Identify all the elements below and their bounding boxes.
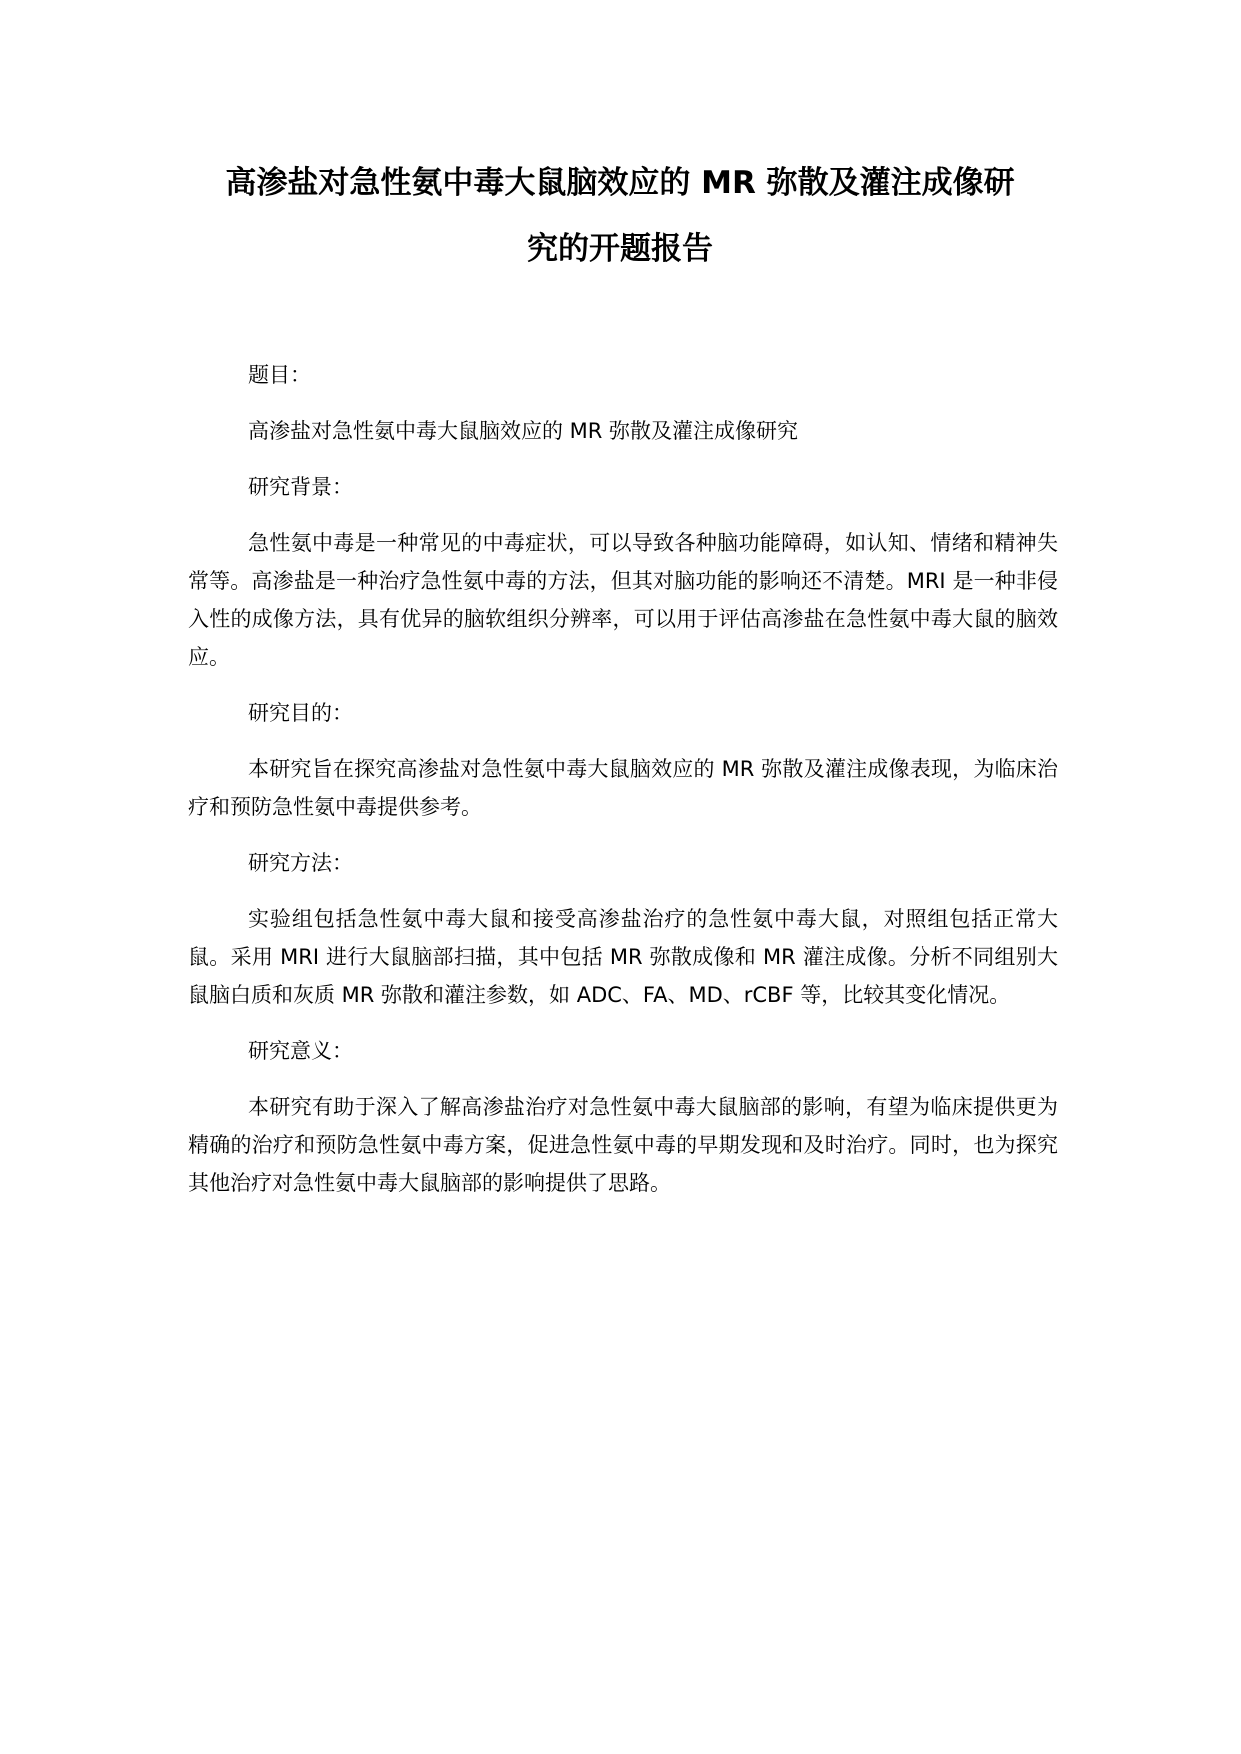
- document-title-line-2: 究的开题报告: [527, 231, 713, 267]
- document-title-line-1: 高渗盐对急性氨中毒大鼠脑效应的 MR 弥散及灌注成像研: [225, 165, 1015, 201]
- document-body: [188, 356, 1058, 1220]
- section-label-objective: 研究目的：: [248, 701, 353, 725]
- section-label-methods: 研究方法：: [248, 851, 353, 875]
- section-text-topic: 高渗盐对急性氨中毒大鼠脑效应的 MR 弥散及灌注成像研究: [248, 419, 799, 443]
- section-text-methods: 实验组包括急性氨中毒大鼠和接受高渗盐治疗的急性氨中毒大鼠，对照组包括正常大鼠。采用 MRI 进行大鼠脑部扫描，其中包括 MR 弥散成像和 MR 灌注成像。分析不同组别大鼠脑白质和灰质 MR 弥散和灌注参数，如 ADC、FA、MD、rCBF 等，比较其变化情况。: [188, 907, 1058, 1007]
- section-label-significance: 研究意义：: [248, 1039, 353, 1063]
- section-text-significance: 本研究有助于深入了解高渗盐治疗对急性氨中毒大鼠脑部的影响，有望为临床提供更为精确的治疗和预防急性氨中毒方案，促进急性氨中毒的早期发现和及时治疗。同时，也为探究其他治疗对急性氨中毒大鼠脑部的影响提供了思路。: [188, 1095, 1058, 1195]
- section-label-background: 研究背景：: [248, 475, 353, 499]
- section-label-topic: 题目：: [248, 363, 311, 387]
- section-text-objective: 本研究旨在探究高渗盐对急性氨中毒大鼠脑效应的 MR 弥散及灌注成像表现，为临床治疗和预防急性氨中毒提供参考。: [188, 757, 1058, 819]
- document-title: [180, 150, 1060, 282]
- section-text-background: 急性氨中毒是一种常见的中毒症状，可以导致各种脑功能障碍，如认知、情绪和精神失常等。高渗盐是一种治疗急性氨中毒的方法，但其对脑功能的影响还不清楚。MRI 是一种非侵入性的成像方法，具有优异的脑软组织分辨率，可以用于评估高渗盐在急性氨中毒大鼠的脑效应。: [188, 531, 1058, 669]
